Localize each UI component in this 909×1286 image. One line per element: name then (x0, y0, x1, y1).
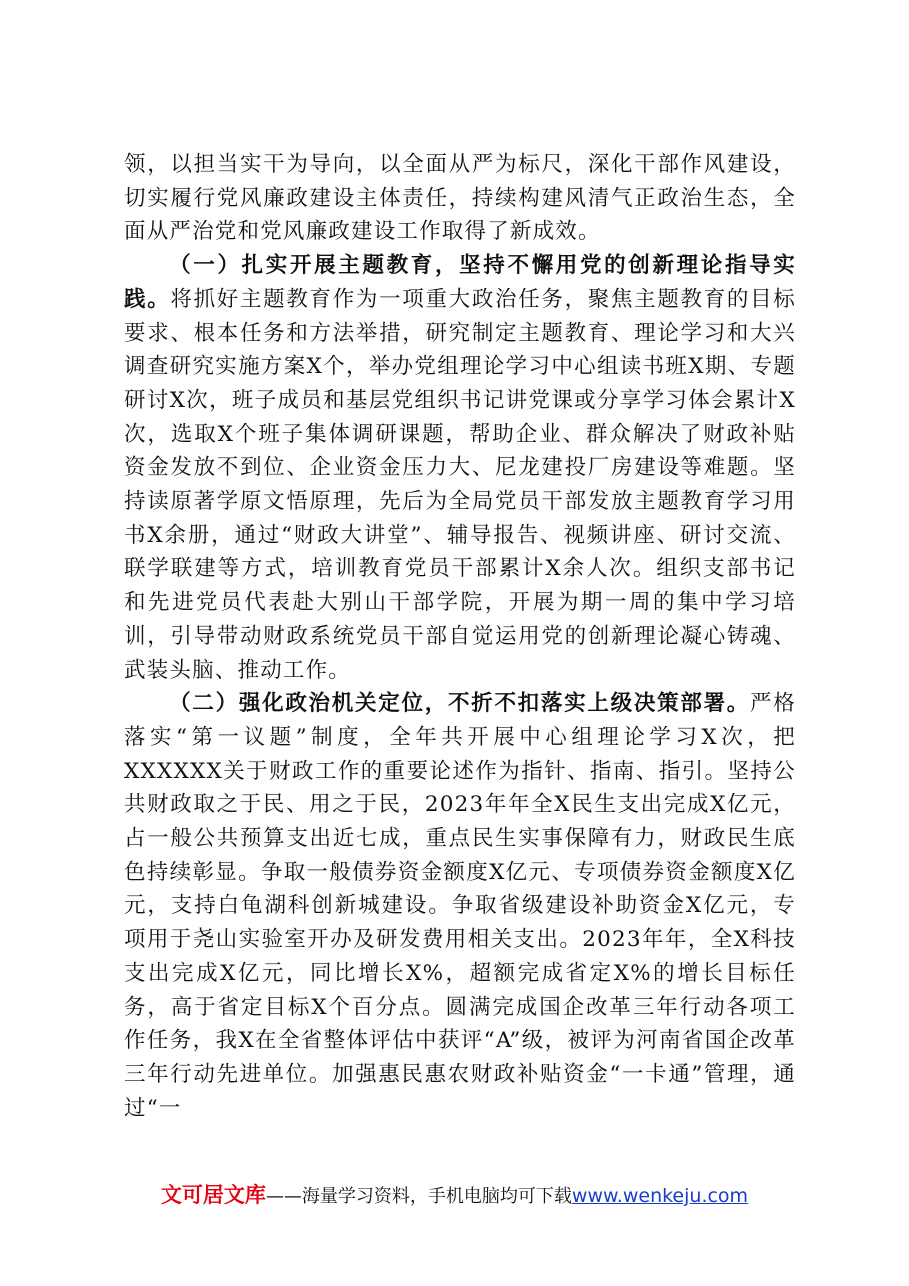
footer-tagline: ——海量学习资料，手机电脑均可下载 (265, 1186, 572, 1207)
footer-brand: 文可居文库 (160, 1183, 266, 1207)
paragraph-intro-continuation (124, 148, 796, 249)
footer-link[interactable]: www.wenkeju.com (571, 1185, 749, 1207)
document-body (124, 148, 796, 1125)
paragraph-section-2 (124, 687, 796, 1125)
paragraph-text: 严格落实“第一议题”制度，全年共开展中心组理论学习X次，把XXXXXX关于财政工作的重要论述作为指针、指南、指引。坚持公共财政取之于民、用之于民，2023年年全X民生支出完成X亿元，占一般公共预算支出近七成，重点民生实事保障有力，财政民生底色持续彰显。争取一般债券资金额度X亿元、专项债券资金额度X亿元，支持白龟湖科创新城建设。争取省级建设补助资金X亿元，专项用于尧山实验室开办及研发费用相关支出。2023年年，全X科技支出完成X亿元，同比增长X%，超额完成省定X%的增长目标任务，高于省定目标X个百分点。圆满完成国企改革三年行动各项工作任务，我X在全省整体评估中获评“A”级，被评为河南省国企改革三年行动先进单位。加强惠民惠农财政补贴资金“一卡通”管理，通过“一 (124, 691, 796, 1121)
watermark-footer (0, 1180, 909, 1212)
section-heading: （二）强化政治机关定位，不折不扣落实上级决策部署。 (169, 691, 751, 717)
section-heading: （一）扎实开展主题教育，坚持不懈用党的创新理论指导实践。 (124, 253, 796, 312)
paragraph-section-1 (124, 249, 796, 687)
paragraph-text: 领，以担当实干为导向，以全面从严为标尺，深化干部作风建设，切实履行党风廉政建设主体责任，持续构建风清气正政治生态，全面从严治党和党风廉政建设工作取得了新成效。 (124, 152, 796, 245)
paragraph-text: 将抓好主题教育作为一项重大政治任务，聚焦主题教育的目标要求、根本任务和方法举措，研究制定主题教育、理论学习和大兴调查研究实施方案X个，举办党组理论学习中心组读书班X期、专题研讨X次，班子成员和基层党组织书记讲党课或分享学习体会累计X次，选取X个班子集体调研课题，帮助企业、群众解决了财政补贴资金发放不到位、企业资金压力大、尼龙建投厂房建设等难题。坚持读原著学原文悟原理，先后为全局党员干部发放主题教育学习用书X余册，通过“财政大讲堂”、辅导报告、视频讲座、研讨交流、联学联建等方式，培训教育党员干部累计X余人次。组织支部书记和先进党员代表赴大别山干部学院，开展为期一周的集中学习培训，引导带动财政系统党员干部自觉运用党的创新理论凝心铸魂、武装头脑、推动工作。 (124, 286, 797, 683)
